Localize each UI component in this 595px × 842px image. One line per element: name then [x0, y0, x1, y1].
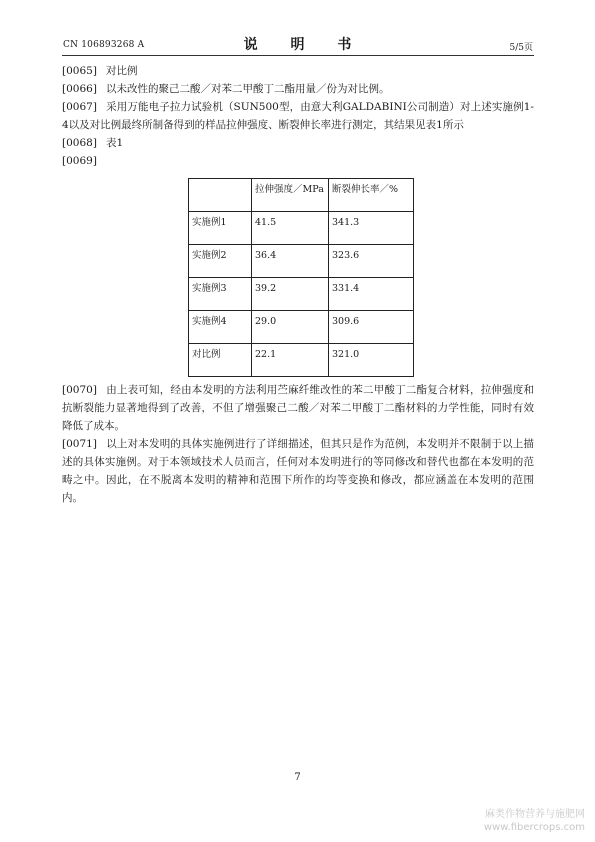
paragraph-0065: [62, 62, 534, 80]
document-body: [62, 62, 534, 507]
table-header-cell: 断裂伸长率／%: [329, 179, 414, 212]
paragraph-number: [0071]: [62, 438, 97, 450]
paragraph-number: [0069]: [62, 155, 97, 167]
paragraph-text: 以未改性的聚己二酸／对苯二甲酸丁二酯用量／份为对比例。: [106, 83, 390, 95]
table-cell: 实施例1: [189, 212, 252, 245]
paragraph-text: 以上对本发明的具体实施例进行了详细描述，但其只是作为范例，本发明并不限制于以上描述的具体实施例。对于本领域技术人员而言，任何对本发明进行的等同修改和替代也都在本发明的范畴之中。因此，在不脱离本发明的精神和范围下所作的均等变换和修改，都应涵盖在本发明的范围内。: [62, 438, 534, 504]
table-cell: 341.3: [329, 212, 414, 245]
page-info: 5/5页: [509, 43, 533, 53]
table-cell: 323.6: [329, 245, 414, 278]
table-row: [189, 212, 414, 245]
table-cell: 实施例2: [189, 245, 252, 278]
table-cell: 321.0: [329, 344, 414, 377]
table-header-cell: 拉伸强度／MPa: [252, 179, 329, 212]
paragraph-number: [0068]: [62, 137, 97, 149]
paragraph-0070: [62, 381, 534, 435]
site-watermark: [484, 808, 585, 834]
paragraph-0069: [62, 152, 534, 170]
table-cell: 实施例3: [189, 278, 252, 311]
paragraph-text: 表1: [106, 137, 124, 149]
document-title: 说 明 书: [243, 37, 366, 53]
paragraph-number: [0067]: [62, 101, 97, 113]
table-cell: 36.4: [252, 245, 329, 278]
table-cell: 309.6: [329, 311, 414, 344]
paragraph-number: [0070]: [62, 384, 97, 396]
table-row: [189, 311, 414, 344]
table-row: [189, 344, 414, 377]
paragraph-text: 采用万能电子拉力试验机（SUN500型，由意大利GALDABINI公司制造）对上述实施例1-4以及对比例最终所制备得到的样品拉伸强度、断裂伸长率进行测定，其结果见表1所示: [62, 101, 534, 131]
table-cell: 29.0: [252, 311, 329, 344]
paragraph-0067: [62, 98, 534, 134]
header-divider: [62, 55, 534, 56]
paragraph-text: 由上表可知，经由本发明的方法利用苎麻纤维改性的苯二甲酸丁二酯复合材料，拉伸强度和抗断裂能力显著地得到了改善，不但了增强聚己二酸／对苯二甲酸丁二酯材料的力学性能，同时有效降低了成本。: [62, 384, 534, 432]
results-table: [188, 178, 414, 377]
patent-number: CN 106893268 A: [63, 40, 145, 50]
paragraph-number: [0065]: [62, 65, 97, 77]
paragraph-0066: [62, 80, 534, 98]
table-row: [189, 278, 414, 311]
paragraph-text: 对比例: [106, 65, 138, 77]
page-number: 7: [294, 772, 301, 783]
paragraph-0071: [62, 435, 534, 507]
table-cell: 41.5: [252, 212, 329, 245]
table-cell: 实施例4: [189, 311, 252, 344]
table-header-row: [189, 179, 414, 212]
paragraph-0068: [62, 134, 534, 152]
paragraph-number: [0066]: [62, 83, 97, 95]
watermark-title: 麻类作物营养与施肥网: [485, 809, 585, 820]
table-cell: 39.2: [252, 278, 329, 311]
table-cell: 331.4: [329, 278, 414, 311]
table-cell: 22.1: [252, 344, 329, 377]
table-row: [189, 245, 414, 278]
table-header-cell: [189, 179, 252, 212]
watermark-url: www.fibercrops.com: [483, 822, 585, 833]
table-cell: 对比例: [189, 344, 252, 377]
